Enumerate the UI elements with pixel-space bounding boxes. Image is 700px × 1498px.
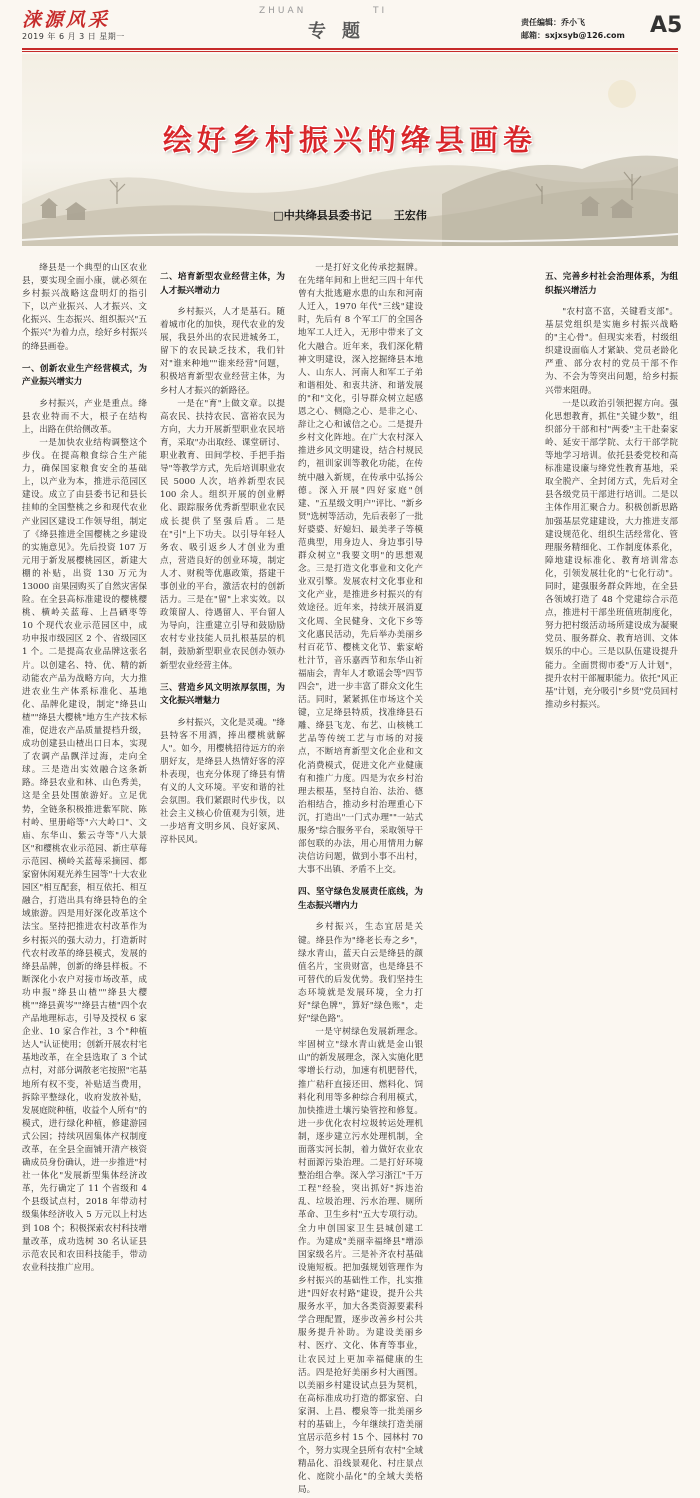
editor-name: 责任编辑：乔小飞 <box>521 18 585 27</box>
issue-date: 2019 年 6 月 3 日 星期一 <box>22 32 125 41</box>
section-4-paragraph-1: 乡村振兴，生态宜居是关键。绛县作为"绛老长寿之乡"，绿水青山，蓝天白云是绛县的颜值名片，宝贵财富，也是绛县不可替代的后发优势。我们坚持生态环境就是发展环境，全力打好"绿色牌"，算好"绿色账"，走好"绿色路"。 <box>298 922 423 1025</box>
column-4 <box>545 262 678 967</box>
section-4-paragraph-2: 一是守树绿色发展新理念。牢固树立"绿水青山就是金山银山"的新发展理念，深入实施化肥零增长行动，加速有机肥替代，推广秸秆直接还田、燃料化、饲料化利用等多种综合利用模式，加快推进土壤污染管控和修复。进一步优化农村垃圾转运处理机制，逐步建立污水处理机制，全面落实河长制，着力做好农业农村面源污染治理。二是打好环境整治组合拳。深入学习浙江"千万工程"经验，突出抓好"拆违治乱、垃圾治理、污水治理、厕所革命、卫生乡村"五大专项行动。全力申创国家卫生县城创建工作。为建成"美丽幸福绛县"增添国家级名片。三是补齐农村基础设施短板。把加强规划管理作为乡村振兴的基础性工作，扎实推进"四好农村路"建设，提升公共服务水平，加大各类资源要素科学合理配置，逐步改善乡村公共服务提升补助。为建设美丽乡村、医疗、文化、体育等事业，让农民过上更加幸福健康的生活。四是抢好美丽乡村大画图。以美丽乡村建设试点县为契机，在高标准成功打造的都家窑、白家洞、上昌、樱泉等一批美丽乡村的基础上，今年继续打造美丽宜居示范乡村 15 个、园林村 70 个，努力实现全县所有农村"全域精品化、沿线景观化、村庄景点化、庭院小品化"的全域大美格局。 <box>298 1027 423 1496</box>
article-headline: 绘好乡村振兴的绛县画卷 <box>162 123 537 157</box>
section-5-paragraph-2: 一是以政治引领把握方向。强化思想教育，抓住"关键少数"，组织部分干部和村"两委"主干赴秦家岭、延安干部学院、太行干部学院等地学习培训。依托县委党校和高标准建设廉与绛党性教育基地，采取全脱产、全封闭方式，先后对全县各级党员干部进行培训。二是以主体作用汇聚合力。积极创新思路加强基层党建建设，大力推进支部建设规范化、组织生活经常化、管理服务精细化、工作制度体系化，障地建设标准化、教育培训常态化，引领发展壮化的"七化行动"。同时，建强服务群众阵地，在全县各领域打造了 48 个党建综合示范点，推进村干部坐班值班制度化，努力把村级活动场所建设成为凝聚党员、服务群众、教育培训、文体娱乐的中心。三是以队伍建设提升能力。全面贯彻市委"万人计划"，提升农村干部履职能力。依托"风正基"计划，充分吸引"乡贤"党员回村推动乡村振兴。 <box>545 398 678 710</box>
byline-org: □中共绛县县委书记 <box>273 209 372 222</box>
editor-email: 邮箱：sxjxsyb@126.com <box>521 31 625 40</box>
paper-name: 涞源风采 <box>22 9 111 31</box>
byline-author: 王宏伟 <box>393 209 427 222</box>
section-3-heading: 三、营造乡风文明浓厚氛围，为文化振兴增魅力 <box>160 682 285 707</box>
section-3-paragraph-1: 乡村振兴，文化是灵魂。"绛县特客不用酒，捧出樱桃就解人"。如今，用樱桃招待远方的亲朋好友，是绛县人热情好客的淳朴表现，也充分体现了绛县有情有义的人文环境。平安和谐的社会氛围。我们紧跟时代步伐，以社会主义核心价值观为引领，进一步培育文明乡风、良好家风、淳朴民风。 <box>160 717 285 846</box>
section-pinyin-right: TI <box>373 6 388 16</box>
column-3 <box>298 262 423 1496</box>
masthead-rule <box>22 48 678 50</box>
editor-info <box>521 16 625 42</box>
column-2 <box>160 262 285 967</box>
section-name: 专题 <box>308 21 376 42</box>
section-2-paragraph-1: 乡村振兴，人才是基石。随着城市化的加快，现代农业的发展，我县外出的农民进城务工，留下的农民缺乏技术，我们针对"谁来种地""谁来经营"问题，积极培育新型农业经营主体，为乡村人才振兴的新路径。 <box>160 307 285 396</box>
section-5-heading: 五、完善乡村社会治理体系，为组织振兴增活力 <box>545 272 678 296</box>
section-1-paragraph-2: 一是加快农业结构调整这个步伐。在提高粮食综合生产能力，确保国家粮食安全的基础上，以产业为本，推进示范园区建设。成立了由县委书记和县长挂帅的全国整桃之乡和现代农业产业园区建设工作领导组，制定了《绛县推进全国樱桃之乡建设的实施意见》。先后投资 107 万元用于新发展樱桃园区，新建大棚的补贴，出资 130 万元为 13000 亩果园购买了自然灾害保险。在全县高标准建设的樱桃樱桃、横岭关蓝莓、上昌硒枣等 10 个现代农业示范园区中，成功申报市级园区 2 个、省级园区 1 个。二是提高农业品牌这张名片。以创建名、特、优、精的新动能农产品为战略方向，大力推进农业生产体系标准化、基地化、品牌化建设，制定"绛县山楂""绛县大樱桃"地方生产技术标准，促进农产品质量提档升级，成功创建县山楂出口日本，实现了农调产品飘洋过海，走向全球。三是造出实效融合这条新路。绛县农业和林、山色秀美，这是全县处围旅游好。立足优势，全链条积极推进紫军院、陈村岭、里册峪等"六大岭口"、文庙、东华山、紫云寺等"八大景区"和樱桃农业示范园、新庄草莓示范园、横岭关蓝莓采摘园、都家窗休闲观光养生园等"十大农业园区"相互配套，相互依托、相互融合，打造出具有绛县特色的全域旅游。四是用好深化改革这个法宝。坚持把推进农村改革作为乡村振兴的强大动力，打造新时代农村改革的绛县模式，发展的绛县品牌，创新的绛县样板。不断深化小农户对接市场改革，成功申报"绛县山楂""绛县大樱桃""绛县黄岑""绛县古楂"四个农产品地理标志，引导及授权 6 家企业、10 家合作社，3 个"种植达人"认证使用；创新开展农村宅基地改革，在全县选取了 3 个试点村，对部分调散老宅按照"宅基地所有权不变，补贴适当费用，拆除平整绿化，收府发放补贴，发展庭院种植，收益个人所有"的模式，进行绿化种植，修建游园式公园；持续巩固集体产权制度改革，在全县全面铺开清产核资确成员身份确认，进一步推进"村社一体化"发展新型集体经济改革，先行确定了 11 个省级和 4 个县级试点村，2018 年带动村级集体经济收入 5 万元以上村达到 108 个；积极探索农村科技增量改革，成功选树 30 名认证县示范农民和农田科技能手，带动农业科技推广应用。 <box>22 437 147 1273</box>
section-2-heading: 二、培育新型农业经营主体，为人才振兴增动力 <box>160 272 285 296</box>
byline <box>0 207 700 223</box>
section-1-paragraph-1: 乡村振兴，产业是重点。绛县农业特而不大，根子在结构上，出路在供给侧改革。 <box>22 398 147 435</box>
section-1-heading: 一、创新农业生产经营模式，为产业振兴增实力 <box>22 363 147 388</box>
column-1 <box>22 262 147 1273</box>
masthead <box>0 0 700 48</box>
section-2-paragraph-2: 一是在"育"上做文章。以提高农民、扶持农民、富裕农民为方向，大力开展新型职业农民培育，采取"办出取经、课堂研讨、职业教育、田间学校、手把手指导"等教学方式，先后培训职业农民 5000 人次，培养新型农民 100 余人。组织开展的创业孵化、跟踪服务优秀新型职业农民成长提供了坚强后盾。二是在"引"上下功夫。以引导年轻人务农、吸引返乡人才创业为重点，营造良好的创业环境，制定人才、财税等优惠政策，搭建干事创业的平台，激活农村的创新活力。三是在"留"上求实效。以政策留人、待遇留人、平台留人为导向，注重建立引导和鼓励励农村专业技能人员扎根基层的机制，鼓励新型职业农民创办领办新型农业经营主体。 <box>160 398 285 671</box>
section-3-paragraph-2: 一是打好文化传承挖掘牌。在先绪年间和上世纪三四十年代曾有大批逃避水患的山东和河南人迁入，1970 年代"三线"建设时，先后有 8 个军工厂的全国各地军工人迁入，无形中带来了文化大融合。近年来，我们深化精神文明建设，深入挖掘绛县本地人、山东人、河南人和军工子弟和谐相处、和衷共济、和谐发展的"和"文化，引导群众树立起感恩之心、侧隐之心、是非之心、辞让之心和诚信之心。二是提升乡村文化阵地。在广大农村深入推进乡风文明建设，结合村规民约，祖训家训等教化功能，在传统中融入新规，在传承中弘扬公德。深入开展"四好家庭"创建、"五星级文明户"评比、"新乡贤"选树等活动，先后表彰了一批好婆婆、好媳妇、最美孝子等模范典型，用身边人、身边事引导群众树立"我要文明"的思想观念。三是打造文化事业和文化产业双引擎。发展农村文化事业和文化产业，是推进乡村振兴的有效途径。近年来，持续开展消夏文化周、全民健身、文化下乡等文化惠民活动，先后举办美丽乡村百花节、樱桃文化节、紫家峪杜汁节，音乐嘉西节和东华山祈福庙会，青年人才歌谣会等"四节四会"，进一步丰富了群众文化生活。同时，紧紧抓住市场这个关键，立足绛县特质，找准绛县石雕、绛县飞龙、布艺、山核桃工艺品等传统工艺与市场的对接点，不断培育新型文化企业和文化消费模式，促进文化产业健康有和推广力度。四是为农乡村治理去根基，坚持自治、法治、德治相结合，推动乡村治理重心下沉，打造出"一门式办理""一站式服务"综合服务平台，采取领导干部包联的办法，用心用情用力解决信访问题，做到小事不出村，大事不出镇、矛盾不上交。 <box>298 263 423 876</box>
intro-paragraph: 绛县是一个典型的山区农业县，要实现全面小康，就必须在乡村振兴战略这盘明灯的指引下，以产业振兴、人才振兴、文化振兴、生态振兴、组织振兴"五个振兴"为着力点，绘好乡村振兴的绛县画卷。 <box>22 263 147 352</box>
section-5-paragraph-1: "农村富不富，关键看支部"。基层党组织是实施乡村振兴战略的"主心骨"。但现实来看，村级组织建设面临人才紧缺、党员老龄化严重、部分农村的党员干部不作为、不会为等突出问题，给乡村振兴带来阻碍。 <box>545 307 678 396</box>
page-number: A5 <box>650 13 683 38</box>
section-4-heading: 四、坚守绿色发展责任底线，为生态振兴增内力 <box>298 887 423 911</box>
masthead-rule-thin <box>22 51 678 52</box>
section-pinyin-left: ZHUAN <box>259 6 307 16</box>
